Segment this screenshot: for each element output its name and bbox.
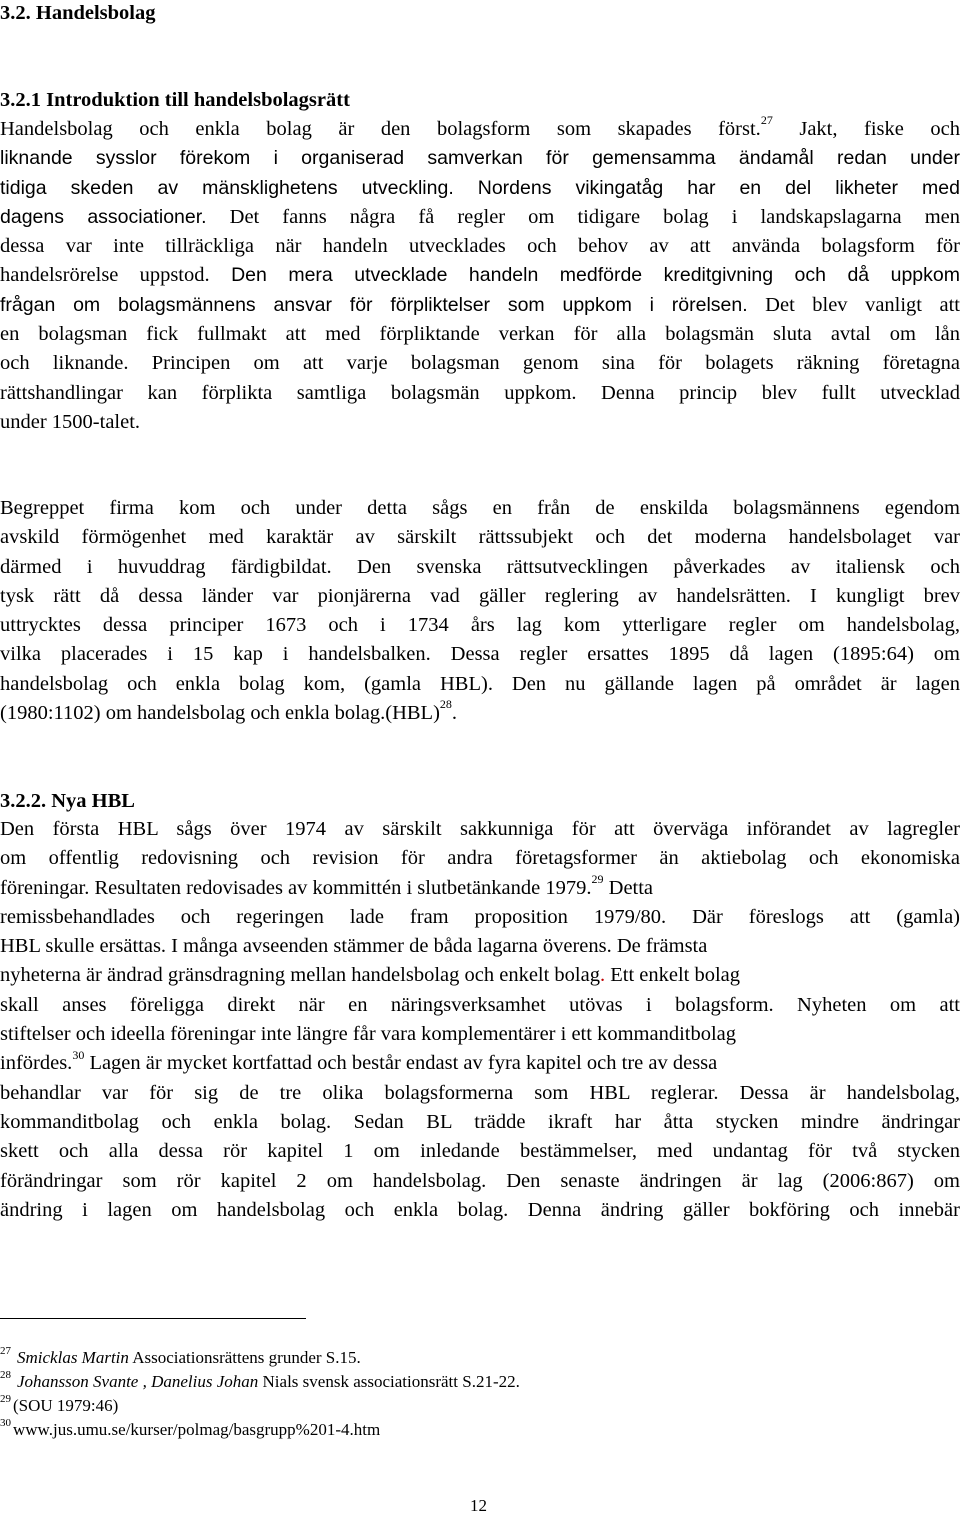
paragraph-line: tidiga skeden av mänsklighetens utveckling. Nordens vikingatåg har en del likheter med	[0, 176, 960, 199]
paragraph-line: skall anses föreligga direkt när en näringsverksamhet utövas i bolagsform. Nyheten om att	[0, 993, 960, 1016]
paragraph-line: dagens associationer. Det fanns några få regler om tidigare bolag i landskapslagarna men	[0, 205, 960, 228]
red-period: .	[599, 964, 606, 987]
footnote-author: Johansson Svante , Danelius Johan	[17, 1372, 259, 1391]
paragraph-line: ändring i lagen om handelsbolag och enkla bolag. Denna ändring gäller bokföring och innebär	[0, 1198, 960, 1221]
paragraph-line: handelsrörelse uppstod. Den mera utvecklade handeln medförde kreditgivning och då uppkom	[0, 264, 960, 287]
paragraph-line: handelsbolag och enkla bolag kom, (gamla HBL). Den nu gällande lagen på området är lagen	[0, 672, 960, 695]
paragraph-line: rättshandlingar kan förplikta samtliga bolagsmän uppkom. Denna princip blev fullt utvecklad	[0, 381, 960, 404]
paragraph-line: infördes.$^{30}$ Lagen är mycket kortfattad och består endast av fyra kapitel och tre av dessa	[0, 1047, 718, 1075]
paragraph-line: dessa var inte tillräckliga när handeln utvecklades och behov av att använda bolagsform för	[0, 235, 960, 258]
paragraph-line: avskild förmögenhet med karaktär av särskilt rättssubjekt och det moderna handelsbolaget var	[0, 526, 960, 549]
paragraph-line: om offentlig redovisning och revision för andra företagsformer än aktiebolag och ekonomiska	[0, 847, 960, 870]
paragraph-line: frågan om bolagsmännens ansvar för förpliktelser som uppkom i rörelsen. Det blev vanligt att	[0, 293, 960, 316]
footnote-ref-29: 29	[591, 871, 604, 886]
footnote-link[interactable]: www.jus.umu.se/kurser/polmag/basgrupp%201-4.htm	[13, 1420, 381, 1439]
paragraph-line: HBL skulle ersättas. I många avseenden stämmer de båda lagarna överens. De främsta	[0, 935, 708, 958]
paragraph-line: förändringar som rör kapitel 2 om handelsbolag. Den senaste ändringen är lag (2006:867) om	[0, 1169, 960, 1192]
paragraph-line: vilka placerades i 15 kap i handelsbalken. Dessa regler ersattes 1895 då lagen (1895:64) om	[0, 643, 960, 666]
paragraph-line: nyheterna är ändrad gränsdragning mellan handelsbolag och enkelt bolag. Ett enkelt bolag	[0, 964, 741, 987]
paragraph-line: kommanditbolag och enkla bolag. Sedan BL trädde ikraft har åtta stycken mindre ändringar	[0, 1110, 960, 1133]
paragraph-line: (1980:1102) om handelsbolag och enkla bolag.(HBL)$^{28}$.	[0, 697, 458, 725]
paragraph-line: skett och alla dessa rör kapitel 1 om inledande bestämmelser, med undantag för två stycken	[0, 1140, 960, 1163]
footnote-author: Smicklas Martin	[17, 1348, 129, 1367]
footnote-28: $^{28}$ Johansson Svante , Danelius Johan Nials svensk associationsrätt S.21-22.	[0, 1369, 520, 1391]
paragraph-line: stiftelser och ideella föreningar inte längre får vara komplementärer i ett kommanditbolag	[0, 1023, 736, 1046]
footnote-ref-27: 27	[760, 113, 773, 128]
intro-paragraph	[0, 115, 960, 437]
paragraph-line: en bolagsman fick fullmakt att med förpliktande verkan för alla bolagsmän sluta avtal om lån	[0, 323, 960, 346]
nya-hbl-paragraph	[0, 815, 960, 1225]
paragraph-line: remissbehandlades och regeringen lade fram proposition 1979/80. Där föreslogs att (gamla)	[0, 905, 960, 928]
subsection-heading-nya-hbl: 3.2.2. Nya HBL	[0, 790, 135, 812]
footnote-separator	[0, 1318, 306, 1319]
paragraph-line: uttrycktes dessa principer 1673 och i 1734 års lag kom ytterligare regler om handelsbolag,	[0, 614, 960, 637]
paragraph-line: Handelsbolag och enkla bolag är den bolagsform som skapades först.$^{27}$ Jakt, fiske och	[0, 113, 960, 140]
paragraph-line: föreningar. Resultaten redovisades av kommittén i slutbetänkande 1979.29 Detta	[0, 871, 654, 899]
footnote-29: $^{29}$ (SOU 1979:46)	[0, 1393, 119, 1415]
paragraph-line: liknande sysslor förekom i organiserad samverkan för gemensamma ändamål redan under	[0, 147, 960, 170]
section-heading: 3.2. Handelsbolag	[0, 2, 156, 24]
paragraph-line: och liknande. Principen om att varje bolagsman genom sina för bolagets räkning företagna	[0, 352, 960, 375]
paragraph-line: Den första HBL sågs över 1974 av särskilt sakkunniga för att överväga införandet av lagregler	[0, 818, 960, 840]
subsection-heading-introduction: 3.2.1 Introduktion till handelsbolagsrätt	[0, 89, 350, 111]
page-number: 12	[470, 1496, 487, 1515]
footnotes	[0, 1346, 520, 1442]
firma-paragraph	[0, 494, 960, 728]
paragraph-line: därmed i huvuddrag färdigbildat. Den svenska rättsutvecklingen påverkades av italiensk och	[0, 555, 960, 578]
footnote-ref-30: 30	[72, 1047, 85, 1062]
footnote-27: $^{27}$ Smicklas Martin Associationsrättens grunder S.15.	[0, 1345, 361, 1367]
footnote-ref-28: 28	[439, 697, 452, 712]
paragraph-line: Begreppet firma kom och under detta sågs en från de enskilda bolagsmännens egendom	[0, 497, 960, 519]
paragraph-line: under 1500-talet.	[0, 410, 141, 433]
paragraph-line: tysk rätt då dessa länder var pionjärerna vad gäller reglering av handelsrätten. I kungligt brev	[0, 584, 960, 607]
paragraph-line: behandlar var för sig de tre olika bolagsformerna som HBL reglerar. Dessa är handelsbolag,	[0, 1081, 960, 1104]
footnote-30: $^{30}$ www.jus.umu.se/kurser/polmag/basgrupp%201-4.htm	[0, 1417, 381, 1439]
